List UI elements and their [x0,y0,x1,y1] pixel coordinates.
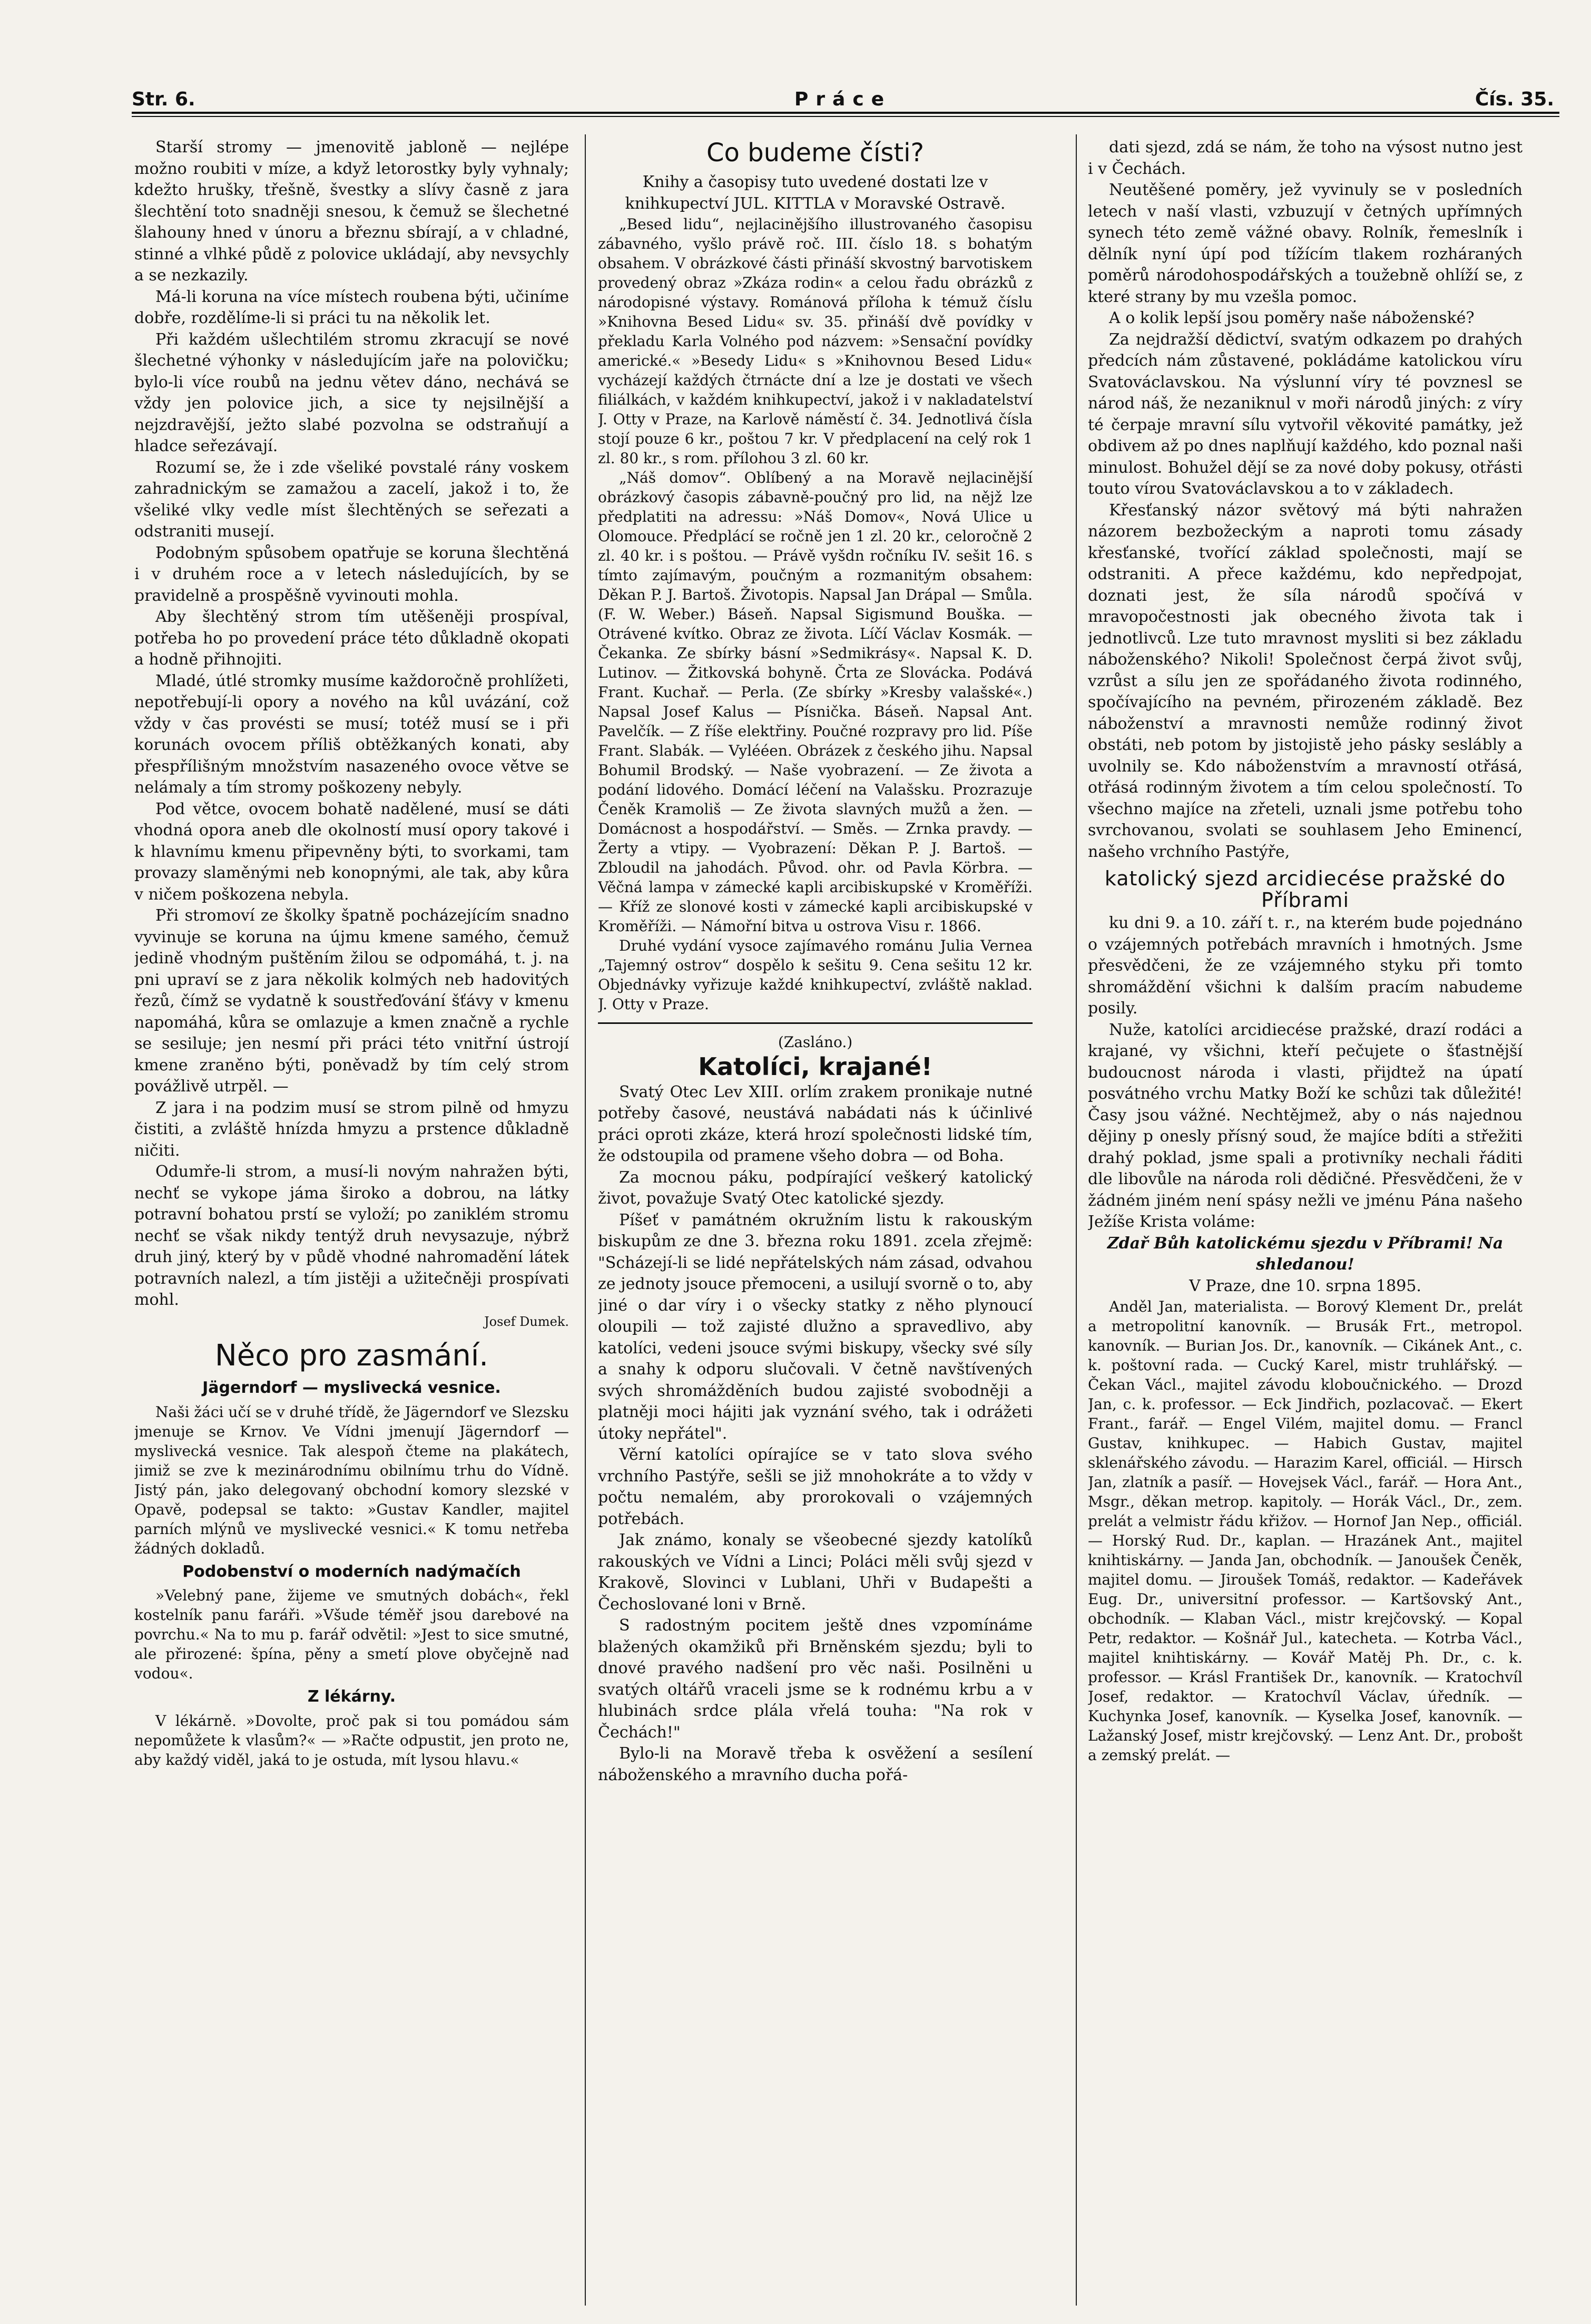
congress-heading: katolický sjezd arcidiecése pražské do Příbrami [1104,867,1506,912]
paragraph: »Velebný pane, žijeme ve smutných dobách«, řekl kostelník panu faráři. »Všude téměř jsou darebové na povrchu.« Na to mu p. farář odvětil: »Jest to sice smutné, ale přirozené: špína, pěny a smetí plove obyčejně nad vodou«. [134,1587,569,1682]
dateline: V Praze, dne 10. srpna 1895. [1189,1276,1421,1295]
column-2 [598,137,1033,2313]
paragraph: V lékárně. »Dovolte, proč pak si tou pomádou sám nepomůžete k vlasům?« — »Račte odpustit, jen proto ne, aby každý viděl, jaká to je ostuda, mít lysou hlavu.« [134,1712,569,1769]
paragraph: Starší stromy — jmenovitě jabloně — nejlépe možno roubiti v míze, a když letorostky byly vyhnaly; kdežto hrušky, třešně, švestky a slívy časně z jara šlechtění toto snadněji snesou, k čemuž se šlechetné šlahouny hned v únoru a březnu sbírají, a v chladné, stinné a vlhké půdě z polovice ukládají, aby nevsychly a se nezkazily. [134,138,569,285]
paragraph: Pod větce, ovocem bohatě nadělené, musí se dáti vhodná opora aneb dle okolností musí opory takové i k hlavnímu kmenu připevněny býti, to svorkami, tam provazy slaměnými neb konopnými, ale tak, aby kůra v ničem poškozena nebyla. [134,799,569,904]
column-divider-2 [1076,134,1077,2306]
paragraph: Nuže, katolíci arcidiecése pražské, drazí rodáci a krajané, vy všichni, kteří pečujete o šťastnější budoucnost národa i vlasti, přijdtež na úpatí posvátného vrchu Matky Boží ke schůzi tak důležité! Časy jsou vážné. Nechtějmež, aby o nás najednou dějiny p onesly přísný soud, že majíce bdíti a střežiti drahý poklad, jsme spali a protivníky nechali řáditi dle libovůle na národa roli dědičné. Přesvědčeni, že v žádném jiném není spásy nežli ve jménu Pána našeho Ježíše Krista voláme: [1088,1020,1523,1231]
signatories-list: Anděl Jan, materialista. — Borový Klement Dr., prelát a metropolitní kanovník. — Brusák Frt., metropol. kanovník. — Burian Jos. Dr., kanovník. — Cikánek Ant., c. k. poštovní rada. — Cucký Karel, mistr truhlářský. — Čekan Václ., majitel závodu kloboučnického. — Drozd Jan, c. k. professor. — Eck Jindřich, pozlacovač. — Ekert Frant., farář. — Engel Vilém, majitel domu. — Francl Gustav, knihkupec. — Habich Gustav, majitel sklenářského závodu. — Harazim Karel, officiál. — Hirsch Jan, zlatník a pasíř. — Hovejsek Václ., farář. — Hora Ant., Msgr., děkan metrop. kapitoly. — Horák Václ., Dr., zem. prelát a velmistr řádu křižov. — Hornof Jan Nep., officiál. — Horský Rud. Dr., kaplan. — Hrazánek Ant., majitel knihtiskárny. — Janda Jan, obchodník. — Janoušek Čeněk, majitel domu. — Jiroušek Tomáš, redaktor. — Kadeřávek Eug. Dr., universitní professor. — Kartšovský Ant., obchodník. — Klaban Václ., mistr krejčovský. — Kopal Petr, redaktor. — Košnář Jul., katecheta. — Kotrba Václ., majitel knihtiskárny. — Kovář Matěj Ph. Dr., c. k. professor. — Krásl František Dr., kanovník. — Kratochvíl Josef, redaktor. — Kratochvíl Václav, úředník. — Kuchynka Josef, kanovník. — Kyselka Josef, kanovník. — Lažanský Josef, mistr krejčovský. — Lenz Ant. Dr., probošt a zemský prelát. — [1088,1298,1523,1764]
page-header [132,89,1554,120]
paragraph: Neutěšené poměry, jež vyvinuly se v posledních letech v naší vlasti, vzbuzují v četných upřímných synech této země vážné obavy. Rolník, řemeslník i dělník nyní úpí pod tížícím tlakem rozháraných poměrů národohospodářských a toužebně ohlíží se, z které strany by mu vzešla pomoc. [1088,181,1523,306]
paragraph: Naši žáci učí se v druhé třídě, že Jägerndorf ve Slezsku jmenuje se Krnov. Ve Vídni jmenují Jägerndorf — myslivecká vesnice. Tak alespoň čteme na plakátech, jimiž se zve k mezinárodnímu obilnímu trhu do Vídně. Jistý pán, jako delegovaný obchodní komory slezské v Opavě, podepsal se takto: »Gustav Kandler, majitel parních mlýnů ve myslivecké vesnici.« K tomu netřeba žádných dokladů. [134,1403,569,1557]
paragraph: Svatý Otec Lev XIII. orlím zrakem pronikaje nutné potřeby časové, neustává nabádati nás k účinlivé práci oproti zkáze, která hrozí společnosti lidské tím, že odstoupila od pramene všeho dobra — od Boha. [598,1082,1033,1165]
paragraph: Za nejdražší dědictví, svatým odkazem po drahých předcích nám zůstavené, pokládáme katolickou víru Svatováclavskou. Na výslunní víry té povznesl se národ náš, že nezaniknul v moři národů jiných: z víry té čerpaje mravní sílu vytvořil věkovité památky, jež obdivem až po dnes naplňují každého, kdo poznal naši minulost. Bohužel dějí se za nové doby pokusy, otřásti touto vírou Svatováclavskou a to v základech. [1088,330,1523,498]
column-3 [1088,137,1523,2313]
paragraph: A o kolik lepší jsou poměry naše náboženské? [1109,309,1475,327]
paragraph: dati sjezd, zdá se nám, že toho na výsost nutno jest i v Čechách. [1088,138,1523,178]
section-heading-fun: Něco pro zasmání. [214,1339,489,1373]
newspaper-title: Práce [794,89,892,110]
paragraph: Druhé vydání vysoce zajímavého románu Julia Vernea „Tajemný ostrov“ dospělo k sešitu 9. Cena sešitu 12 kr. Objednávky vyřizuje každé knihkupectví, zvláště naklad. J. Otty v Praze. [598,937,1033,1013]
paragraph: Odumře-li strom, a musí-li novým nahražen býti, nechť se vykope jáma široko a dobrou, na látky potravní bohatou prstí se vyloží; po zaniklém stromu nechť se však nikdy tentýž druh nevysazuje, nýbrž druh jiný, který by v půdě vhodné nahromadění látek potravních nalezl, a tím jistěji a užitečněji prospívati mohl. [134,1163,569,1309]
paragraph: Podobným spůsobem opatřuje se koruna šlechtěná i v druhém roce a v letech následujících, by se pravidelně a prospěšně vyvinouti mohla. [134,543,569,605]
column-1 [134,137,569,2313]
paragraph: Má-li koruna na více místech roubena býti, učiníme dobře, rozdělíme-li si práci tu na několik let. [134,287,569,327]
paragraph: Bylo-li na Moravě třeba k osvěžení a sesílení náboženského a mravního ducha pořá- [598,1744,1033,1784]
paragraph: ku dni 9. a 10. září t. r., na kterém bude pojednáno o vzájemných potřebách mravních i hmotných. Jsme přesvědčeni, že ze vzájemného styku při tomto shromáždění všichni k dalším pracím nabudeme posily. [1088,914,1523,1018]
paragraph: S radostným pocitem ještě dnes vzpomínáme blažených okamžiků při Brněnském sjezdu; byli to dnové pravého nadšení pro věc naši. Posilněni u svatých oltářů vraceli jsme se k rodnému krbu a v hlubinách srdce plála vřelá touha: "Na rok v Čechách!" [598,1616,1033,1742]
paragraph: Mladé, útlé stromky musíme každoročně prohlížeti, nepotřebují-li opory a nového na kůl uvázání, což vždy v čas provésti se musí; totéž musí se i při korunách ovocem příliš obtěžkaných konati, aby přespřílišným množstvím nasazeného ovoce větve se nelámaly a tím stromy poškozeny nebyly. [134,671,569,797]
paragraph: Píšeť v památném okružním listu k rakouským biskupům ze dne 3. března roku 1891. zcela zřejmě: "Scházejí-li se lidé nepřátelských nám zásad, odvahou ze jednoty jsouce přemoceni, a usilují svorně o to, aby jiné o dar víry i o všecky statky z něho plynoucí oloupili — tož zajisté dlužno a spravedlivo, aby katolíci, vedeni jsouce svými biskupy, všecky své síly a snahy k odporu slučovali. V četně navštívených svých shromážděních budou zajisté svobodněji a platněji moci hájiti jak vyznání svého, tak i odrážeti útoky nepřátel". [598,1210,1033,1443]
paragraph: „Besed lidu“, nejlacinějšího illustrovaného časopisu zábavného, vyšlo právě roč. III. číslo 18. s bohatým obsahem. V obrázkové části přináší skvostný barvotiskem provedený obraz »Zkáza rodin« a celou řadu obrázků z národopisné výstavy. Románová příloha k témuž číslu »Knihovna Besed Lidu« sv. 35. přináší dvě povídky v překladu Karla Volného pod názvem: »Sensační povídky americké.« »Besedy Lidu« s »Knihovnou Besed Lidu« vycházejí každých čtrnácte dní a lze je dostati ve všech filiálkách, v každém knihkupectví, jakož i v nakladatelství J. Otty v Praze, na Karlově náměstí č. 34. Jednotlivá čísla stojí pouze 6 kr., poštou 7 kr. V předplacení na celý rok 1 zl. 80 kr., s rom. přílohou 3 zl. 60 kr. [598,216,1033,467]
subheading-podobenstvi: Podobenství o moderních nadýmačích [182,1562,521,1581]
section-heading-reading: Co budeme čísti? [706,138,924,168]
subheading-jagerndorf: Jägerndorf — myslivecká vesnice. [202,1379,501,1397]
paragraph: Rozumí se, že i zde všeliké povstalé rány voskem zahradnickým se zamažou a zacelí, jakož i to, že všeliké vlky vedle míst šlechtěných se seřezati a odstraniti musejí. [134,458,569,541]
paragraph: Křesťanský názor světový má býti nahražen názorem bezbožeckým a naproti tomu zásady křesťanské, tvořící základ společnosti, mají se odstraniti. A přece každému, kdo nepředpojat, doznati jest, že síla národů spočívá v mravopočestnosti jak obecného života tak i jednotlivců. Lze tuto mravnost mysliti si bez základu náboženského? Nikoli! Společnost čerpá život svůj, vzrůst a sílu jen ze spořádaného života rodinného, spočívajícího na pevném, přirozeném základě. Bez náboženství a mravnosti nemůže rodinný život obstáti, neb potom by jistojistě jeho pásky seslábly a uvolnily se. Kdo náboženstvím a mravností otřásá, otřásá rodinným životem a tím celou společností. To všechno majíce na zřeteli, uznali jsme potřebu toho svrchovanou, svolati se souhlasem Jeho Eminencí, našeho vrchního Pastýře, [1088,501,1523,861]
issue-number: Čís. 35. [1475,89,1554,110]
slogan: Zdař Bůh katolickému sjezdu v Příbrami! Na shledanou! [1107,1234,1504,1274]
paragraph: Jak známo, konaly se všeobecné sjezdy katolíků rakouských ve Vídni a Linci; Poláci měli svůj sjezd v Krakově, Slovinci v Lublani, Uhři v Budapešti a Čechoslované loni v Brně. [598,1531,1033,1614]
zaslano-label: (Zasláno.) [778,1033,853,1051]
paragraph: Za mocnou páku, podpírající veškerý katolický život, považuje Svatý Otec katolické sjezdy. [598,1168,1033,1208]
paragraph: Věrní katolíci opírajíce se v tato slova svého vrchního Pastýře, sešli se již mnohokráte a to vždy v počtu nemalém, aby prorokovali o vzájemných potřebách. [598,1446,1033,1528]
article-signature: Josef Dumek. [484,1314,569,1329]
paragraph: Aby šlechtěný strom tím utěšeněji prospíval, potřeba ho po provedení práce této důkladně okopati a hodně přihnojiti. [134,608,569,669]
header-rule [132,112,1559,114]
paragraph: Při každém ušlechtilém stromu zkracují se nové šlechetné výhonky v následujícím jaře na polovičku; bylo-li více roubů na jednu větev dáno, nechává se vždy jen polovice jich, a sice ty nejsilnější a nejzdravější, ježto slabé pozvolna se odstraňují a hladce seřezávají. [134,330,569,455]
subheading-lekarny: Z lékárny. [307,1687,396,1706]
reading-intro: Knihy a časopisy tuto uvedené dostati lze v knihkupectví JUL. KITTLA v Moravské Ostravě. [625,173,1006,213]
page-number: Str. 6. [132,89,195,110]
column-divider-1 [585,134,586,2306]
section-heading-katolici: Katolíci, krajané! [698,1052,932,1081]
paragraph: Z jara i na podzim musí se strom pilně od hmyzu čistiti, a zvláště hnízda hmyzu a prstence důkladně ničiti. [134,1098,569,1160]
paragraph: Při stromoví ze školky špatně pocházejícím snadno vyvinuje se koruna na újmu kmene samého, čemuž jedině vhodným puštěním žilou se odpomáhá, t. j. na pni upraví se z jara několik kolmých neb hadovitých řezů, čímž se vydatně k soustřeďování šťávy v kmenu napomáhá, kůra se omlazuje a kmen značně a rychle se sesiluje; jen nesmí při práci této vnitřní ústrojí kmene zraněno býti, poněvadž by tím celý strom povážlivě utrpěl. — [134,906,569,1096]
header-rule-thin [132,116,1559,117]
paragraph: „Náš domov“. Oblíbený a na Moravě nejlacinější obrázkový časopis zábavně-poučný pro lid, na nějž lze předplatiti na adressu: »Náš Domov«, Nová Ulice u Olomouce. Předplácí se ročně jen 1 zl. 20 kr., celoročně 2 zl. 40 kr. i s poštou. — Právě vyšdn ročníku IV. sešit 16. s tímto zajímavým, poučným a rozmanitým obsahem: Děkan P. J. Bartoš. Životopis. Napsal Jan Drápal — Smůla. (F. W. Weber.) Báseň. Napsal Sigismund Bouška. — Otrávené kvítko. Obraz ze života. Líčí Václav Kosmák. — Čekanka. Ze sbírky básní »Sedmikrásy«. Napsal K. D. Lutinov. — Žitkovská bohyně. Črta ze Slovácka. Podává Frant. Kuchař. — Perla. (Ze sbírky »Kresby valašské«.) Napsal Josef Kalus — Písnička. Báseň. Napsal Ant. Pavelčík. — Z říše elektřiny. Poučné rozpravy pro lid. Píše Frant. Slabák. — Vylééen. Obrázek z českého jihu. Napsal Bohumil Brodský. — Naše vyobrazení. — Ze života a podání lidového. Domácí léčení na Valašsku. Prozrazuje Čeněk Kramoliš — Ze života slavných mužů a žen. — Domácnost a hospodářství. — Směs. — Zrnka pravdy. — Žerty a vtipy. — Vyobrazení: Děkan P. J. Bartoš. — Zbloudil na jahodách. Původ. ohr. od Pavla Körbra. — Věčná lampa v zámecké kapli arcibiskupské v Kroměříži. — Kříž ze slonové kosti v zámecké kapli arcibiskupské v Kroměříži. — Námořní bitva u ostrova Visu r. 1866. [598,469,1033,935]
section-rule [598,1022,1033,1024]
